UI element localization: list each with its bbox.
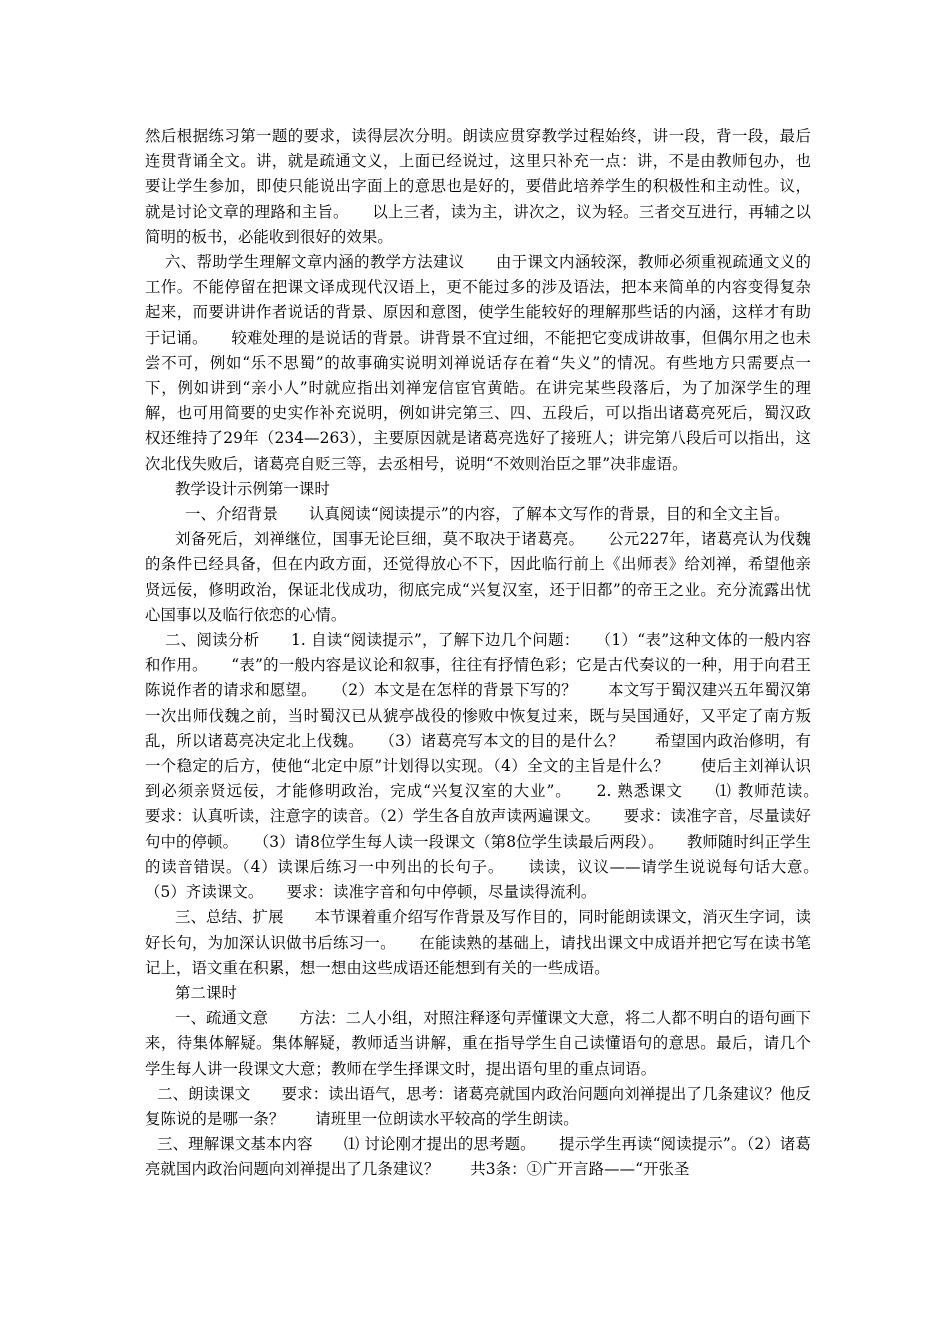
document-body xyxy=(145,124,842,1183)
paragraph: 然后根据练习第一题的要求，读得层次分明。朗读应贯穿教学过程始终，讲一段，背一段，最后连贯背诵全文。讲，就是疏通文义，上面已经说过，这里只补充一点：讲，不是由教师包办，也要让学生参加，即使只能说出字面上的意思也是好的，要借此培养学生的积极性和主动性。议，就是讨论文章的理路和主旨。 以上三者，读为主，讲次之，议为轻。三者交互进行，再辅之以简明的板书，必能收到很好的效果。 xyxy=(145,127,811,246)
paragraph: 一、疏通文意 方法：二人小组，对照注释逐句弄懂课文大意，将二人都不明白的语句画下来，待集体解疑。集体解疑，教师适当讲解，重在指导学生自己读懂语句的意思。最后，请几个学生每人讲一段课文大意；教师在学生择课文时，提出语句里的重点词语。 xyxy=(145,1009,811,1078)
paragraph: 二、阅读分析 1. 自读“阅读提示”，了解下边几个问题： （1）“表”这种文体的一般内容和作用。 “表”的一般内容是议论和叙事，往往有抒情色彩；它是古代奏议的一种，用于向君王陈说作者的请求和愿望。 （2）本文是在怎样的背景下写的？ 本文写于蜀汉建兴五年蜀汉第一次出师伐魏之前，当时蜀汉已从猇亭战役的惨败中恢复过来，既与吴国通好，又平定了南方叛乱，所以诸葛亮决定北上伐魏。 （3）诸葛亮写本文的目的是什么？ 希望国内政治修明，有一个稳定的后方，使他“北定中原”计划得以实现。（4）全文的主旨是什么？ 使后主刘禅认识到必须亲贤远佞，才能修明政治，完成“兴复汉室的大业”。 2. 熟悉课文 ⑴ 教师范读。 要求：认真听读，注意字的读音。（2）学生各自放声读两遍课文。 要求：读准字音，尽量读好句中的停顿。 （3）请8位学生每人读一段课文（第8位学生读最后两段）。 教师随时纠正学生的读音错误。（4）读课后练习一中列出的长句子。 读读，议议——请学生说说每句话大意。 （5）齐读课文。 要求：读准字音和句中停顿，尽量读得流利。 xyxy=(145,631,842,902)
paragraph: 二、朗读课文 要求：读出语气，思考：诸葛亮就国内政治问题向刘禅提出了几条建议？他反复陈说的是哪一条？ 请班里一位朗读水平较高的学生朗读。 xyxy=(145,1084,811,1128)
paragraph: 三、总结、扩展 本节课着重介绍写作背景及写作目的，同时能朗读课文，消灭生字词，读好长句，为加深认识做书后练习一。 在能读熟的基础上，请找出课文中成语并把它写在读书笔记上，语文重在积累，想一想由这些成语还能想到有关的一些成语。 xyxy=(145,908,811,977)
paragraph: 六、帮助学生理解文章内涵的教学方法建议 由于课文内涵较深，教师必须重视疏通文义的工作。不能停留在把课文译成现代汉语上，更不能过多的涉及语法，把本来简单的内容变得复杂起来，而要讲讲作者说话的背景、原因和意图，使学生能较好的理解那些话的内涵，这样才有助于记诵。 较难处理的是说话的背景。讲背景不宜过细，不能把它变成讲故事，但偶尔用之也未尝不可，例如“乐不思蜀”的故事确实说明刘禅说话存在着“失义”的情况。有些地方只需要点一下，例如讲到“亲小人”时就应指出刘禅宠信宦官黄皓。在讲完某些段落后，为了加深学生的理解，也可用简要的史实作补充说明，例如讲完第三、四、五段后，可以指出诸葛亮死后，蜀汉政权还维持了29年（234—263），主要原因就是诸葛亮选好了接班人；讲完第八段后可以指出，这次北伐失败后，诸葛亮自贬三等，去丞相号，说明“不效则治臣之罪”决非虚语。 xyxy=(145,253,811,473)
section-heading: 教学设计示例第一课时 xyxy=(175,479,330,498)
paragraph: 三、理解课文基本内容 ⑴ 讨论刚才提出的思考题。 提示学生再读“阅读提示”。（2）诸葛亮就国内政治问题向刘禅提出了几条建议？ 共3条：①广开言路——“开张圣 xyxy=(145,1135,811,1179)
paragraph: 刘备死后，刘禅继位，国事无论巨细，莫不取决于诸葛亮。 公元227年，诸葛亮认为伐魏的条件已经具备，但在内政方面，还觉得放心不下，因此临行前上《出师表》给刘禅，希望他亲贤远佞，修明政治，保证北伐成功，彻底完成“兴复汉室，还于旧都”的帝王之业。充分流露出忧心国事以及临行依恋的心情。 xyxy=(145,530,811,624)
section-heading: 第二课时 xyxy=(175,983,237,1002)
paragraph: 一、介绍背景 认真阅读“阅读提示”的内容，了解本文写作的背景，目的和全文主旨。 xyxy=(185,505,790,524)
